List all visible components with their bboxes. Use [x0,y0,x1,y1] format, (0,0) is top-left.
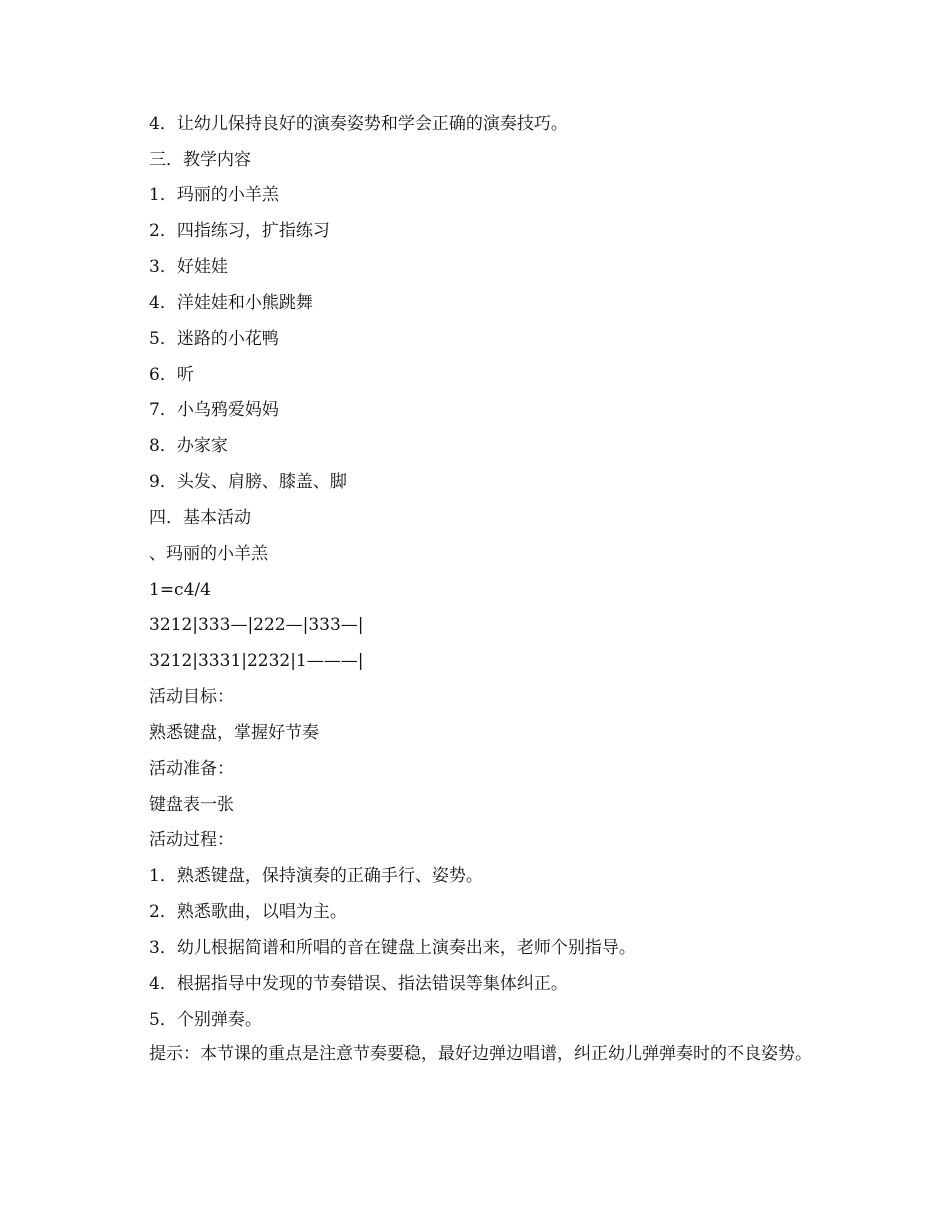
process-step-5: 5．个别弹奏。 [149,1010,262,1030]
content-item-9: 9．头发、肩膀、膝盖、脚 [149,472,347,492]
music-notation-line-1: 3212|333—|222—|333—| [149,615,364,635]
section-heading-basic-activity: 四．基本活动 [149,508,251,528]
section-heading-teaching-content: 三．教学内容 [149,150,251,170]
tip-paragraph: 提示：本节课的重点是注意节奏要稳，最好边弹边唱谱，纠正幼儿弹弹奏时的不良姿势。 [149,1044,812,1064]
content-item-4: 4．洋娃娃和小熊跳舞 [149,293,313,313]
music-key-signature: 1=c4/4 [149,580,211,600]
content-item-1: 1．玛丽的小羊羔 [149,185,279,205]
content-item-7: 7．小乌鸦爱妈妈 [149,400,279,420]
activity-title: 、玛丽的小羊羔 [149,544,268,564]
content-item-8: 8．办家家 [149,436,228,456]
goal-item-4: 4．让幼儿保持良好的演奏姿势和学会正确的演奏技巧。 [149,114,568,134]
process-step-4: 4．根据指导中发现的节奏错误、指法错误等集体纠正。 [149,974,568,994]
music-notation-line-2: 3212|3331|2232|1———| [149,651,364,671]
activity-prep-text: 键盘表一张 [149,795,234,815]
activity-prep-heading: 活动准备： [149,759,234,779]
content-item-6: 6．听 [149,365,194,385]
activity-process-heading: 活动过程： [149,830,234,850]
content-item-3: 3．好娃娃 [149,257,228,277]
process-step-1: 1．熟悉键盘，保持演奏的正确手行、姿势。 [149,866,483,886]
content-item-2: 2．四指练习，扩指练习 [149,221,330,241]
content-item-5: 5．迷路的小花鸭 [149,329,279,349]
activity-goal-text: 熟悉键盘，掌握好节奏 [149,723,319,743]
process-step-2: 2．熟悉歌曲，以唱为主。 [149,902,347,922]
process-step-3: 3．幼儿根据简谱和所唱的音在键盘上演奏出来，老师个别指导。 [149,938,636,958]
activity-goal-heading: 活动目标： [149,687,234,707]
